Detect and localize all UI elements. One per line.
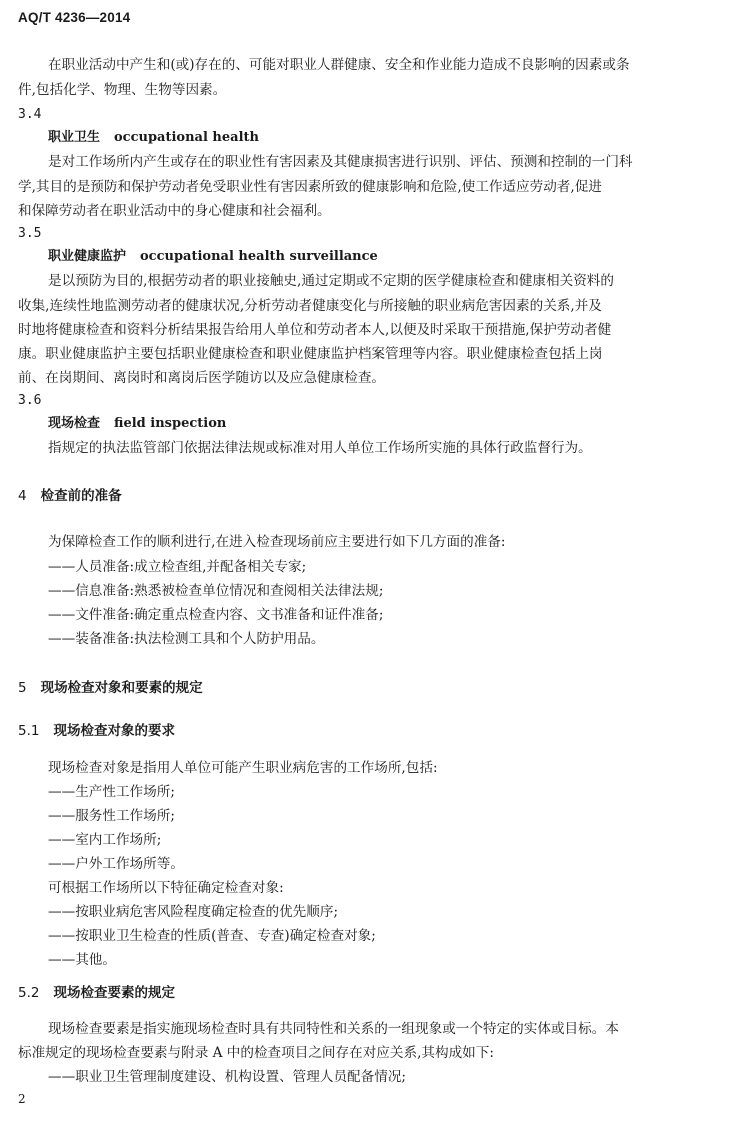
body-text: 前、在岗期间、离岗时和离岗后医学随访以及应急健康检查。 xyxy=(18,370,386,386)
section-title: 检查前的准备 xyxy=(40,488,122,504)
body-text: 是以预防为目的,根据劳动者的职业接触史,通过定期或不定期的医学健康检查和健康相关资料的 xyxy=(48,273,614,289)
term-chinese: 现场检查 xyxy=(48,416,101,431)
body-text: 学,其目的是预防和保护劳动者免受职业性有害因素所致的健康影响和危险,使工作适应劳动者,促进 xyxy=(18,179,602,195)
body-text: 指规定的执法监管部门依据法律法规或标准对用人单位工作场所实施的具体行政监督行为。 xyxy=(48,440,592,456)
term-chinese: 职业健康监护 xyxy=(48,249,127,264)
body-text: 件,包括化学、物理、生物等因素。 xyxy=(18,82,227,98)
body-text: 标准规定的现场检查要素与附录 A 中的检查项目之间存在对应关系,其构成如下: xyxy=(18,1045,494,1061)
term-english: field inspection xyxy=(114,416,227,431)
subsection-title: 现场检查要素的规定 xyxy=(53,985,175,1001)
clause-number: 3.5 xyxy=(18,226,42,241)
subsection-heading xyxy=(18,981,720,1005)
body-text: 和保障劳动者在职业活动中的身心健康和社会福利。 xyxy=(18,203,331,219)
list-item: ——室内工作场所; xyxy=(48,832,162,848)
body-text: 可根据工作场所以下特征确定检查对象: xyxy=(48,880,284,896)
subsection-title: 现场检查对象的要求 xyxy=(53,723,175,739)
list-item: ——生产性工作场所; xyxy=(48,784,175,800)
body-text: 在职业活动中产生和(或)存在的、可能对职业人群健康、安全和作业能力造成不良影响的因素或条 xyxy=(48,57,630,73)
list-item: ——按职业病危害风险程度确定检查的优先顺序; xyxy=(48,904,339,920)
subsection-heading xyxy=(18,719,720,743)
section-title: 现场检查对象和要素的规定 xyxy=(40,680,203,696)
clause-number: 3.4 xyxy=(18,107,42,122)
list-item: ——信息准备:熟悉被检查单位情况和查阅相关法律法规; xyxy=(48,583,384,599)
term-english: occupational health surveillance xyxy=(140,249,378,264)
list-item: ——其他。 xyxy=(48,952,116,968)
body-text: 现场检查要素是指实施现场检查时具有共同特性和关系的一组现象或一个特定的实体或目标。本 xyxy=(48,1021,619,1037)
list-item: ——户外工作场所等。 xyxy=(48,856,184,872)
subsection-number: 5.2 xyxy=(18,985,40,1001)
list-item: ——文件准备:确定重点检查内容、文书准备和证件准备; xyxy=(48,607,384,623)
term-heading xyxy=(48,245,720,269)
standard-code-header: AQ/T 4236—2014 xyxy=(18,10,131,25)
list-item: ——职业卫生管理制度建设、机构设置、管理人员配备情况; xyxy=(48,1069,407,1085)
section-number: 4 xyxy=(18,488,27,504)
body-text: 时地将健康检查和资料分析结果报告给用人单位和劳动者本人,以便及时采取干预措施,保护劳动者健 xyxy=(18,322,612,338)
list-item: ——服务性工作场所; xyxy=(48,808,175,824)
body-text: 为保障检查工作的顺利进行,在进入检查现场前应主要进行如下几方面的准备: xyxy=(48,534,506,550)
body-text: 现场检查对象是指用人单位可能产生职业病危害的工作场所,包括: xyxy=(48,760,438,776)
body-text: 收集,连续性地监测劳动者的健康状况,分析劳动者健康变化与所接触的职业病危害因素的关系,并及 xyxy=(18,298,602,314)
clause-number: 3.6 xyxy=(18,393,42,408)
list-item: ——装备准备:执法检测工具和个人防护用品。 xyxy=(48,631,325,647)
list-item: ——按职业卫生检查的性质(普查、专查)确定检查对象; xyxy=(48,928,376,944)
body-text: 是对工作场所内产生或存在的职业性有害因素及其健康损害进行识别、评估、预测和控制的一门科 xyxy=(48,154,633,170)
term-english: occupational health xyxy=(114,130,259,145)
page-number: 2 xyxy=(18,1092,26,1106)
section-number: 5 xyxy=(18,680,27,696)
term-heading xyxy=(48,126,720,150)
list-item: ——人员准备:成立检查组,并配备相关专家; xyxy=(48,559,307,575)
term-chinese: 职业卫生 xyxy=(48,130,101,145)
body-text: 康。职业健康监护主要包括职业健康检查和职业健康监护档案管理等内容。职业健康检查包括上岗 xyxy=(18,346,603,362)
section-heading xyxy=(18,676,720,700)
section-heading xyxy=(18,484,720,508)
term-heading xyxy=(48,412,720,436)
subsection-number: 5.1 xyxy=(18,723,40,739)
